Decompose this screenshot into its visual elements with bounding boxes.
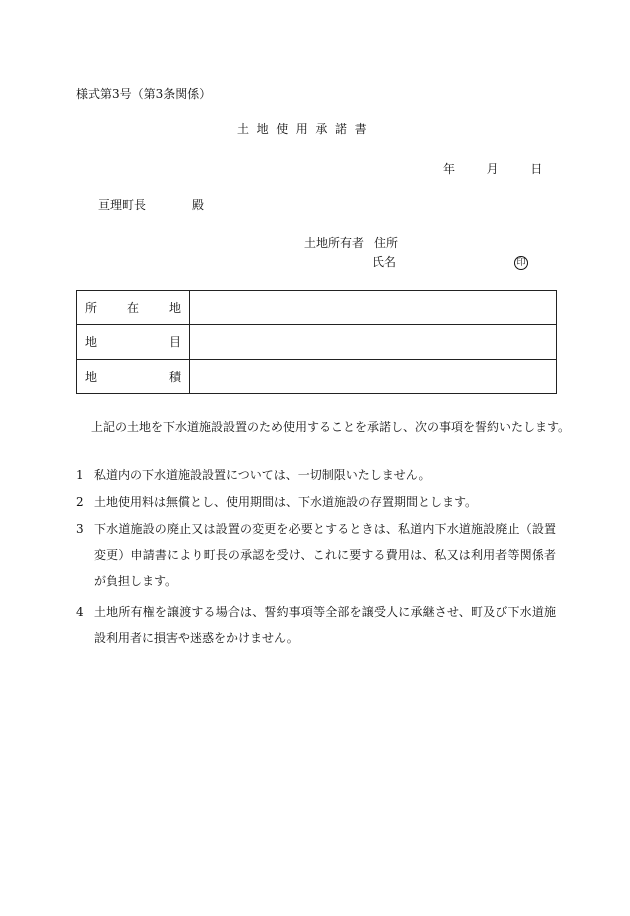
item-number: 4 [76, 605, 84, 619]
form-number: 様式第3号（第3条関係） [76, 87, 212, 101]
item-text: 下水道施設の廃止又は設置の変更を必要とするときは、私道内下水道施設廃止（設置変更）申請書により町長の承認を受け、これに要する費用は、私又は利用者等関係者が負担します。 [94, 522, 556, 588]
land-location-value[interactable] [190, 291, 557, 325]
owner-address-line [304, 237, 398, 249]
document-title: 土地使用承諾書 [237, 122, 375, 136]
intro-paragraph: 上記の土地を下水道施設設置のため使用することを承諾し、次の事項を誓約いたします。 [91, 420, 571, 434]
date-year-label: 年 [443, 162, 456, 176]
date-day-label: 日 [530, 162, 543, 176]
table-row [77, 325, 557, 359]
list-item [76, 489, 556, 515]
addressee-name: 亘理町長 [98, 198, 147, 212]
label-char: 地 [85, 369, 98, 384]
land-table [76, 290, 557, 394]
label-char: 地 [168, 301, 181, 316]
label-char: 地 [85, 335, 98, 350]
label-char: 所 [85, 301, 98, 316]
item-number: 1 [76, 468, 84, 482]
land-area-value[interactable] [190, 359, 557, 393]
owner-name-label: 氏名 [372, 255, 397, 269]
item-text: 土地使用料は無償とし、使用期間は、下水道施設の存置期間とします。 [94, 495, 478, 509]
owner-label: 土地所有者 [304, 236, 365, 250]
item-text: 土地所有権を譲渡する場合は、誓約事項等全部を譲受人に承継させ、町及び下水道施設利用者に損害や迷惑をかけません。 [94, 605, 556, 645]
item-text: 私道内の下水道施設設置については、一切制限いたしません。 [94, 468, 431, 482]
label-char: 在 [126, 301, 139, 316]
land-category-label [77, 325, 190, 359]
owner-address-label: 住所 [374, 236, 399, 250]
addressee-honorific: 殿 [192, 198, 205, 212]
land-category-value[interactable] [190, 325, 557, 359]
date-month-label: 月 [486, 162, 499, 176]
item-number: 2 [76, 495, 84, 509]
item-number: 3 [76, 522, 84, 536]
addressee [98, 199, 204, 211]
land-area-label [77, 359, 190, 393]
label-char: 積 [168, 369, 181, 384]
list-item [76, 516, 556, 594]
land-location-label [77, 291, 190, 325]
label-char: 目 [168, 335, 181, 350]
list-item [76, 599, 556, 651]
date-line [443, 163, 542, 175]
list-item [76, 462, 556, 488]
table-row [77, 359, 557, 393]
seal-mark: 印 [514, 256, 528, 270]
table-row [77, 291, 557, 325]
